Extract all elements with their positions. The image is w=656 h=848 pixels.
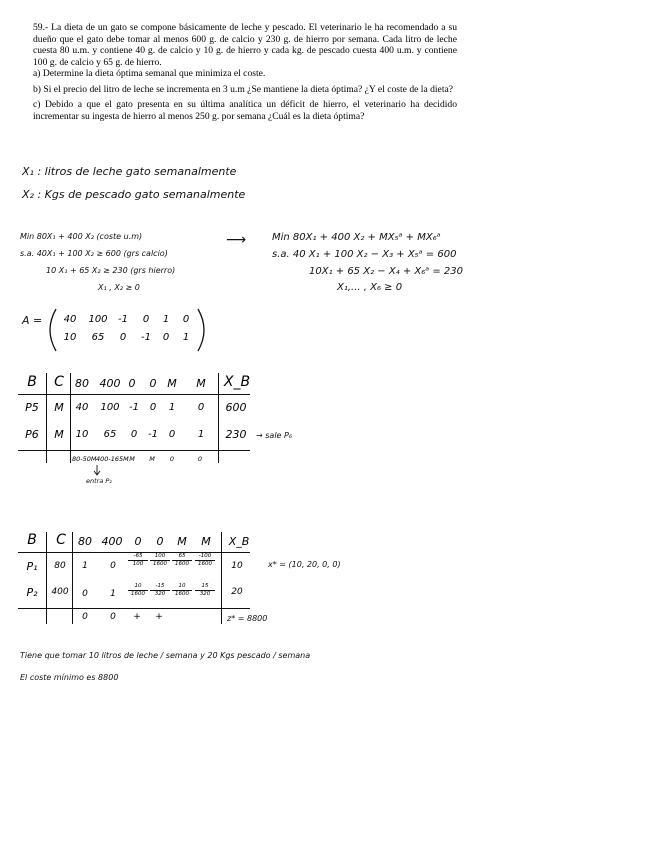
reduced-cost-cell: M [149,455,155,463]
header-cell: C [56,532,66,548]
fraction-cell: $\frac{-65}{100}$ [128,553,148,568]
rhs-cell: 20 [231,587,243,597]
optimal-solution: x* = (10, 20, 0, 0) [268,560,341,569]
fraction-cell: $\frac{-100}{1600}$ [195,553,215,568]
conclusion-cost: El coste mínimo es 8800 [20,673,119,682]
cost-cell: 400 [51,587,69,597]
question-c: c) Debido a que el gato presenta en su última analítica un déficit de hierro, el veterinario ha decidido incrementar su ingesta de hierro al menos 250 g. por semana ¿Cuál es la dieta óptima? [33,99,457,122]
header-cell: 400 [101,535,123,548]
header-cell: M [201,535,211,548]
cost-cell: M [54,401,64,414]
table-cell: 0 [110,561,116,571]
table-rule [46,532,47,624]
header-cell: 400 [99,377,121,390]
table-cell: 1 [197,429,205,440]
matrix-cell: 0 [162,332,170,343]
table-rule [72,532,73,624]
model-objective: Min 80X₁ + 400 X₂ (coste u.m) [20,232,143,241]
fraction-cell: $\frac{10}{1600}$ [172,583,192,598]
header-cell: 0 [128,377,136,390]
basis-cell: P₂ [26,586,38,599]
header-cell: X_B [223,374,251,390]
header-cell: B [27,374,37,390]
entering-variable-note: entra P₂ [86,477,112,485]
header-cell: X_B [228,535,250,548]
optimal-cost: z* = 8800 [227,614,268,623]
table-cell: 1 [168,402,176,413]
fraction-cell: $\frac{100}{1600}$ [150,553,170,568]
matrix-cell: 0 [182,314,190,325]
reduced-cost-cell: + [155,612,163,622]
reduced-cost-cell: 80-50M [72,455,97,463]
table-cell: 0 [168,429,176,440]
matrix-cell: 0 [119,332,127,343]
matrix-cell: 1 [182,332,190,343]
header-cell: M [177,535,187,548]
table-cell: 0 [149,402,157,413]
model-constraint-iron: 10 X₁ + 65 X₂ ≥ 230 (grs hierro) [46,266,176,275]
matrix-cell: 100 [88,314,108,325]
table-cell: -1 [129,402,139,413]
reduced-cost-cell: 400-165M [96,455,129,463]
reduced-cost-cell: M [129,455,135,463]
variable-x1-definition: X₁ : litros de leche gato semanalmente [22,165,237,178]
rhs-cell: 10 [231,561,243,571]
table-cell: 0 [197,402,205,413]
transform-arrow: ⟶ [226,232,247,248]
cost-cell: M [54,428,64,441]
standard-constraint-2: 10X₁ + 65 X₂ − X₄ + X₆ᵃ = 230 [309,266,464,277]
header-cell: B [27,532,37,548]
reduced-cost-cell: 0 [82,612,88,622]
reduced-cost-cell: 0 [110,612,116,622]
basis-cell: P6 [25,428,39,441]
standard-constraint-1: s.a. 40 X₁ + 100 X₂ − X₃ + X₅ᵃ = 600 [272,249,457,260]
matrix-cell: 0 [142,314,150,325]
question-b: b) Si el precio del litro de leche se incrementa en 3 u.m ¿Se mantiene la dieta óptima? ¿Y el coste de la dieta? [33,83,453,95]
header-cell: 0 [134,535,142,548]
reduced-cost-cell: + [133,612,141,622]
model-constraint-calcium: s.a. 40X₁ + 100 X₂ ≥ 600 (grs calcio) [20,249,168,258]
fraction-cell: $\frac{-15}{320}$ [150,583,170,598]
leaving-variable-note: → sale P₆ [256,431,293,440]
matrix-cell: 65 [91,332,105,343]
table-cell: 0 [82,589,88,599]
table-cell: 100 [100,402,120,413]
rhs-cell: 600 [225,401,247,414]
matrix-cell: 1 [162,314,170,325]
basis-cell: P5 [25,401,39,414]
conclusion-diet: Tiene que tomar 10 litros de leche / semana y 20 Kgs pescado / semana [20,651,311,660]
table-cell: 0 [130,429,138,440]
table-rule [70,373,71,463]
table-rule [218,373,219,463]
matrix-cell: -1 [141,332,151,343]
table-rule [18,450,250,451]
standard-objective: Min 80X₁ + 400 X₂ + MX₅ᵃ + MX₆ᵃ [272,232,441,243]
rhs-cell: 230 [225,428,247,441]
cost-cell: 80 [54,561,66,571]
table-rule [18,394,250,395]
header-cell: 0 [149,377,157,390]
problem-text: 59.- La dieta de un gato se compone básicamente de leche y pescado. El veterinario le ha recomendado a su dueño que el gato debe tomar al menos 600 g. de calcio y 230 g. de hierro por semana. Cada litro de leche cuesta 80 u.m. y contiene 40 g. de calcio y 10 g. de hierro y cada kg. de pescado cuesta 400 u.m. y contiene 100 g. de calcio y 65 g. de hierro. [33,22,457,68]
table-cell: 65 [103,429,117,440]
table-rule [18,608,250,609]
header-cell: 80 [78,535,92,548]
basis-cell: P₁ [26,560,38,573]
fraction-cell: $\frac{65}{1600}$ [172,553,192,568]
header-cell: 80 [75,377,89,390]
matrix-label: A = [22,314,43,327]
table-cell: 10 [75,429,89,440]
question-a: a) Determine la dieta óptima semanal que minimiza el coste. [33,68,266,79]
fraction-cell: $\frac{10}{1600}$ [128,583,148,598]
reduced-cost-cell: 0 [197,455,203,463]
fraction-cell: $\frac{15}{320}$ [195,583,215,598]
matrix-cell: 10 [63,332,77,343]
variable-x2-definition: X₂ : Kgs de pescado gato semanalmente [22,188,246,201]
matrix-cell: 40 [63,314,77,325]
table-cell: 1 [82,561,88,571]
header-cell: C [54,374,64,390]
matrix-cell: -1 [118,314,128,325]
table-cell: -1 [148,429,158,440]
table-rule [221,532,222,624]
table-cell: 1 [110,589,116,599]
model-nonnegativity: X₁ , X₂ ≥ 0 [98,283,140,292]
table-rule [46,373,47,463]
reduced-cost-cell: 0 [169,455,175,463]
header-cell: M [167,377,177,390]
header-cell: M [196,377,206,390]
standard-nonnegativity: X₁,... , X₆ ≥ 0 [337,282,403,293]
table-cell: 40 [75,402,89,413]
header-cell: 0 [156,535,164,548]
